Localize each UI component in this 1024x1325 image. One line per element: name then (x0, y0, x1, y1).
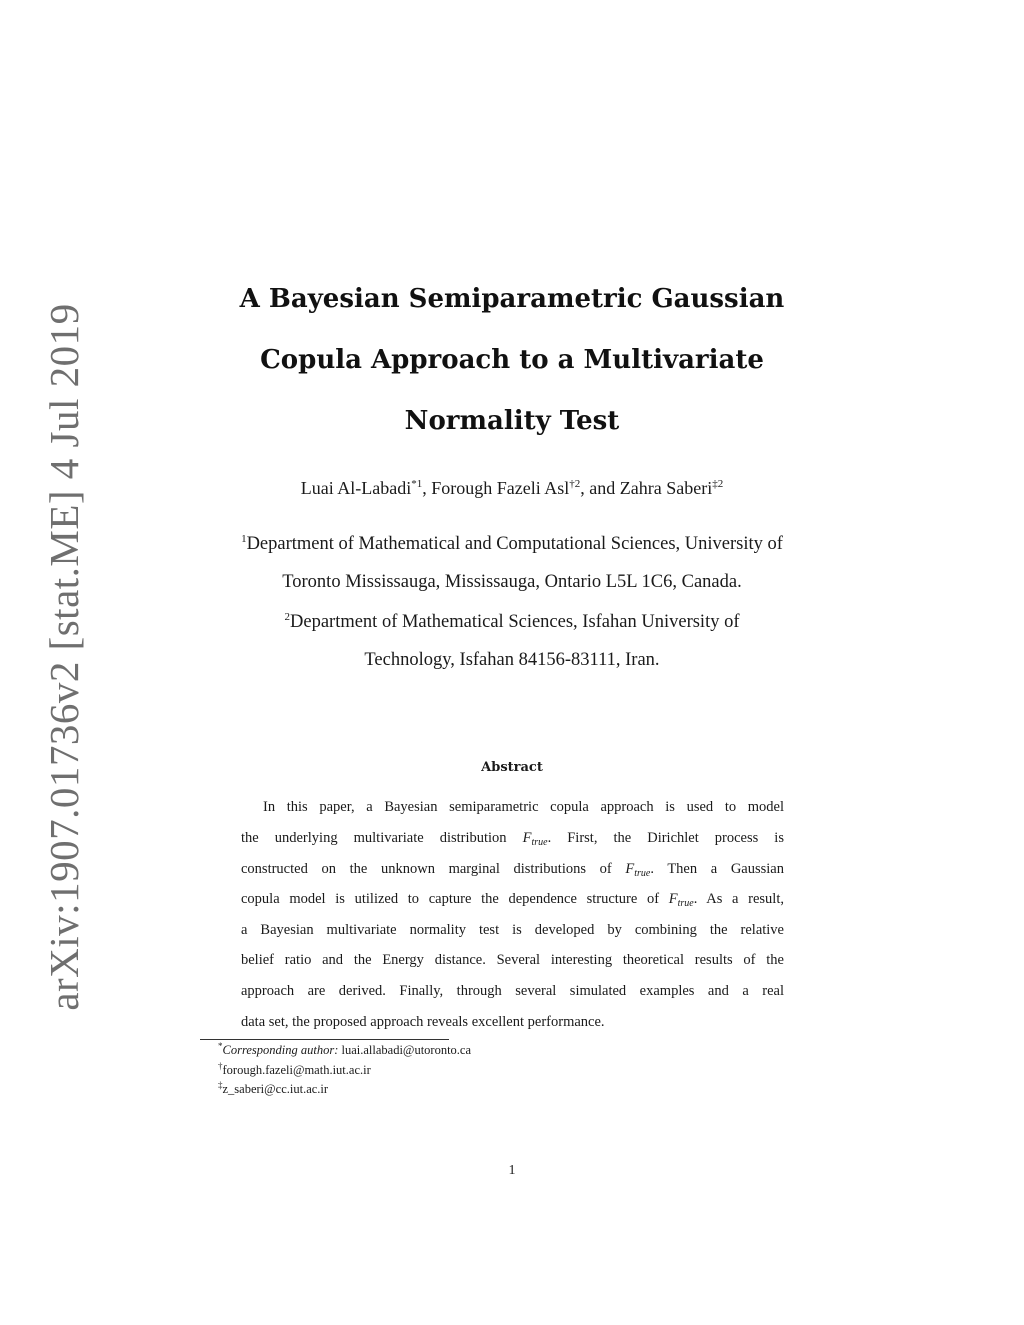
math-f-true (625, 861, 650, 877)
abstract-line (241, 829, 784, 847)
footnote-email-2 (218, 1063, 371, 1078)
paper-title-line-3: Normality Test (404, 406, 620, 436)
abstract-text: . As a result, (693, 891, 784, 907)
abstract-line (241, 890, 784, 908)
math-f-true (523, 830, 548, 846)
affiliation-1-line-2: Toronto Mississauga, Mississauga, Ontario L5L 1C6, Canada. (282, 572, 742, 592)
abstract-text: . First, the Dirichlet process is (547, 830, 784, 846)
paper-title-line-2: Copula Approach to a Multivariate (260, 345, 764, 375)
abstract-line: a Bayesian multivariate normality test is developed by combining the relative (241, 922, 784, 938)
author-name: Forough Fazeli Asl (431, 478, 570, 498)
footnote-corresponding-author (218, 1043, 471, 1058)
footnote-rule (200, 1039, 449, 1040)
author-footnote-mark: ‡2 (712, 478, 724, 490)
affiliation-mark: 2 (284, 611, 290, 623)
arxiv-identifier-stamp: arXiv:1907.01736v2 [stat.ME] 4 Jul 2019 (41, 303, 87, 1011)
footnote-label: Corresponding author: (222, 1043, 339, 1057)
math-subscript: true (531, 837, 548, 848)
abstract-text: copula model is utilized to capture the dependence structure of (241, 891, 669, 907)
author-footnote-mark: *1 (411, 478, 423, 490)
page-number: 1 (508, 1163, 516, 1178)
abstract-text: . Then a Gaussian (650, 861, 784, 877)
abstract-text: the underlying multivariate distribution (241, 830, 523, 846)
footnote-mark: † (218, 1061, 223, 1071)
author-separator: , (422, 478, 432, 498)
author-list (0, 478, 1024, 499)
affiliation-1-line-1 (0, 534, 1024, 555)
author-name: Zahra Saberi (619, 478, 713, 498)
affiliation-2-line-2: Technology, Isfahan 84156-83111, Iran. (364, 650, 660, 670)
author-separator: , and (580, 478, 620, 498)
affiliation-text: Department of Mathematical Sciences, Isfahan University of (290, 612, 740, 632)
footnote-email: forough.fazeli@math.iut.ac.ir (222, 1063, 371, 1077)
footnote-mark: * (218, 1041, 223, 1051)
abstract-line: approach are derived. Finally, through several simulated examples and a real (241, 983, 784, 999)
math-symbol: F (522, 830, 532, 846)
author-name: Luai Al-Labadi (300, 478, 412, 498)
affiliation-2-line-1 (0, 612, 1024, 633)
abstract-line: In this paper, a Bayesian semiparametric copula approach is used to model (263, 799, 784, 815)
footnote-email-3 (218, 1082, 328, 1097)
affiliation-mark: 1 (241, 533, 247, 545)
abstract-text: constructed on the unknown marginal distributions of (241, 861, 626, 877)
paper-title-line-1: A Bayesian Semiparametric Gaussian (239, 284, 785, 314)
abstract-line: belief ratio and the Energy distance. Several interesting theoretical results of the (241, 952, 784, 968)
math-symbol: F (668, 891, 678, 907)
abstract-heading: Abstract (481, 760, 543, 775)
math-subscript: true (677, 898, 694, 909)
math-symbol: F (625, 861, 635, 877)
abstract-line: data set, the proposed approach reveals excellent performance. (241, 1014, 605, 1030)
math-subscript: true (634, 868, 651, 879)
footnote-email: z_saberi@cc.iut.ac.ir (222, 1082, 329, 1096)
math-f-true (669, 891, 694, 907)
abstract-line (241, 860, 784, 878)
author-footnote-mark: †2 (569, 478, 581, 490)
footnote-mark: ‡ (218, 1080, 223, 1090)
footnote-email: luai.allabadi@utoronto.ca (338, 1043, 472, 1057)
affiliation-text: Department of Mathematical and Computational Sciences, University of (246, 534, 783, 554)
